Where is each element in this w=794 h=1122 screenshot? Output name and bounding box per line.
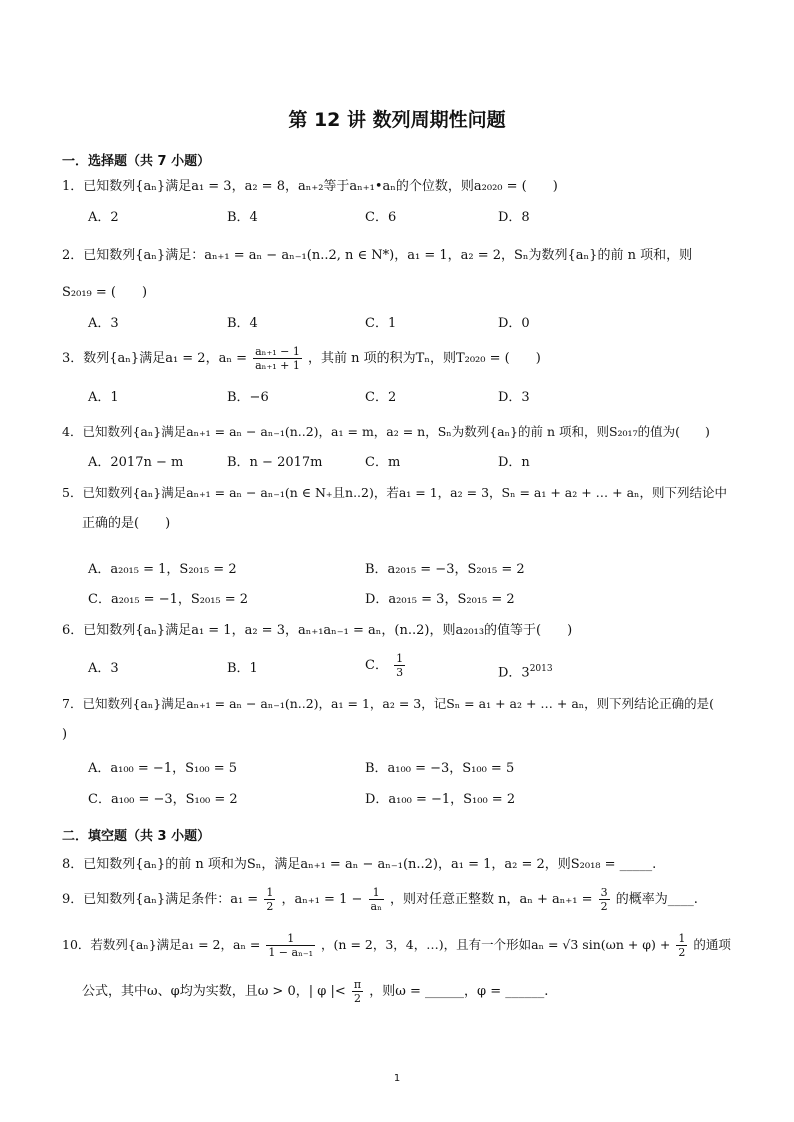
q2-option-d: D．0	[498, 316, 530, 331]
q10-line-2-text-a: 公式，其中ω、φ均为实数，且ω > 0，| φ |<	[82, 984, 346, 999]
q7-option-b: B．a₁₀₀ = −3，S₁₀₀ = 5	[365, 761, 515, 776]
q10-text-b: ，(n = 2，3，4，…)，且有一个形如aₙ = √3 sin(ωn + φ) +	[321, 937, 671, 952]
q10-line-2-text-b: ，则ω = ______，φ = ______.	[369, 984, 549, 999]
question-8: 8．已知数列{aₙ}的前 n 项和为Sₙ，满足aₙ₊₁ = aₙ − aₙ₋₁(n..2)，a₁ = 1，a₂ = 2，则S₂₀₁₈ = _____.	[62, 857, 657, 872]
q2-option-a: A．3	[88, 316, 119, 331]
q5-option-d: D．a₂₀₁₅ = 3，S₂₀₁₅ = 2	[365, 592, 515, 607]
q3-fraction	[253, 345, 302, 372]
q10-fraction-1	[266, 932, 315, 959]
q4-option-a: A．2017n − m	[88, 455, 184, 470]
q6-option-c-denominator: 3	[396, 666, 404, 679]
q9-fraction-1-denominator: 2	[266, 900, 274, 913]
q6-option-b: B．1	[227, 661, 258, 676]
q10-text-a: 10．若数列{aₙ}满足a₁ = 2，aₙ =	[62, 937, 261, 952]
q1-option-b: B．4	[227, 210, 258, 225]
q5-option-c: C．a₂₀₁₅ = −1，S₂₀₁₅ = 2	[88, 592, 249, 607]
q10-fraction-2-numerator: 1	[678, 932, 686, 945]
q6-option-d-exponent: 2013	[529, 664, 553, 674]
q1-option-c: C．6	[365, 210, 397, 225]
q4-option-c: C．m	[365, 455, 401, 470]
q3-fraction-numerator: aₙ₊₁ − 1	[255, 345, 300, 358]
q9-fraction-2-denominator: aₙ	[370, 900, 382, 913]
q9-text-c: ，则对任意正整数 n，aₙ + aₙ₊₁ =	[389, 892, 593, 907]
page-number: 1	[393, 1073, 401, 1084]
q6-option-c-label: C．	[365, 658, 388, 673]
q7-option-a: A．a₁₀₀ = −1，S₁₀₀ = 5	[88, 761, 238, 776]
question-10-line-2	[82, 978, 548, 1005]
q6-option-c-fraction	[394, 652, 405, 679]
q3-text-a: 3．数列{aₙ}满足a₁ = 2，aₙ =	[62, 351, 247, 366]
section-heading-choice: 一．选择题（共 7 小题）	[62, 154, 211, 169]
q9-fraction-1	[264, 886, 275, 913]
page-title: 第 12 讲 数列周期性问题	[288, 109, 506, 131]
q10-fraction-1-denominator: 1 − aₙ₋₁	[268, 946, 314, 959]
q1-option-d: D．8	[498, 210, 530, 225]
section-heading-fill-in: 二．填空题（共 3 小题）	[62, 829, 211, 844]
q3-option-c: C．2	[365, 390, 397, 405]
q9-fraction-2-numerator: 1	[369, 886, 384, 900]
question-2-line-2: S₂₀₁₉ = ( )	[62, 285, 148, 300]
q6-option-a: A．3	[88, 661, 119, 676]
q10-fraction-1-numerator: 1	[266, 932, 315, 946]
question-5-line-1: 5．已知数列{aₙ}满足aₙ₊₁ = aₙ − aₙ₋₁(n ∈ N₊且n..2)，若a₁ = 1，a₂ = 3，Sₙ = a₁ + a₂ + … + aₙ，则下列结论中	[62, 485, 727, 500]
q5-option-a: A．a₂₀₁₅ = 1，S₂₀₁₅ = 2	[88, 562, 237, 577]
q9-text-d: 的概率为____.	[615, 892, 698, 907]
q1-option-a: A．2	[88, 210, 119, 225]
q7-option-d: D．a₁₀₀ = −1，S₁₀₀ = 2	[365, 792, 516, 807]
q3-option-a: A．1	[88, 390, 119, 405]
q10-text-c: 的通项	[693, 937, 731, 952]
q10-fraction-3-denominator: 2	[354, 992, 362, 1005]
question-7-line-1: 7．已知数列{aₙ}满足aₙ₊₁ = aₙ − aₙ₋₁(n..2)，a₁ = 1，a₂ = 3，记Sₙ = a₁ + a₂ + … + aₙ，则下列结论正确的是(	[62, 696, 715, 711]
q3-option-d: D．3	[498, 390, 530, 405]
question-2-line-1: 2．已知数列{aₙ}满足：aₙ₊₁ = aₙ − aₙ₋₁(n..2, n ∈ N*)，a₁ = 1，a₂ = 2，Sₙ为数列{aₙ}的前 n 项和，则	[62, 248, 693, 263]
q3-fraction-denominator: aₙ₊₁ + 1	[255, 359, 300, 372]
q2-option-b: B．4	[227, 316, 258, 331]
question-6: 6．已知数列{aₙ}满足a₁ = 1，a₂ = 3，aₙ₊₁aₙ₋₁ = aₙ，(n..2)，则a₂₀₁₃的值等于( )	[62, 623, 573, 638]
q9-fraction-1-numerator: 1	[266, 886, 274, 899]
question-4: 4．已知数列{aₙ}满足aₙ₊₁ = aₙ − aₙ₋₁(n..2)，a₁ = m，a₂ = n，Sₙ为数列{aₙ}的前 n 项和，则S₂₀₁₇的值为( )	[62, 424, 710, 439]
q9-fraction-3-numerator: 3	[600, 886, 608, 899]
q10-fraction-3	[352, 978, 363, 1005]
q5-option-b: B．a₂₀₁₅ = −3，S₂₀₁₅ = 2	[365, 562, 525, 577]
question-3	[62, 345, 734, 372]
q9-fraction-3	[599, 886, 610, 913]
question-5-line-2: 正确的是( )	[82, 516, 171, 531]
q7-option-c: C．a₁₀₀ = −3，S₁₀₀ = 2	[88, 792, 238, 807]
q3-option-b: B．−6	[227, 390, 269, 405]
question-10-line-1	[62, 932, 734, 959]
q4-option-b: B．n − 2017m	[227, 455, 323, 470]
q9-fraction-3-denominator: 2	[600, 900, 608, 913]
q2-option-c: C．1	[365, 316, 397, 331]
question-1: 1．已知数列{aₙ}满足a₁ = 3，a₂ = 8，aₙ₊₂等于aₙ₊₁•aₙ的个位数，则a₂₀₂₀ = ( )	[62, 179, 558, 194]
question-7-line-2: )	[62, 727, 68, 742]
q4-option-d: D．n	[498, 455, 530, 470]
question-9	[62, 886, 734, 913]
q9-fraction-2	[369, 886, 384, 913]
q3-text-b: ，其前 n 项的积为Tₙ，则T₂₀₂₀ = ( )	[308, 351, 541, 366]
q9-text-b: ，aₙ₊₁ = 1 −	[281, 892, 363, 907]
q6-option-c	[365, 652, 407, 679]
q10-fraction-2	[676, 932, 687, 959]
q6-option-d-label: D．3	[498, 665, 530, 681]
q10-fraction-3-numerator: π	[353, 978, 362, 991]
q10-fraction-2-denominator: 2	[678, 946, 686, 959]
q9-text-a: 9．已知数列{aₙ}满足条件：a₁ =	[62, 892, 259, 907]
q6-option-d	[498, 659, 553, 683]
q6-option-c-numerator: 1	[396, 652, 404, 665]
